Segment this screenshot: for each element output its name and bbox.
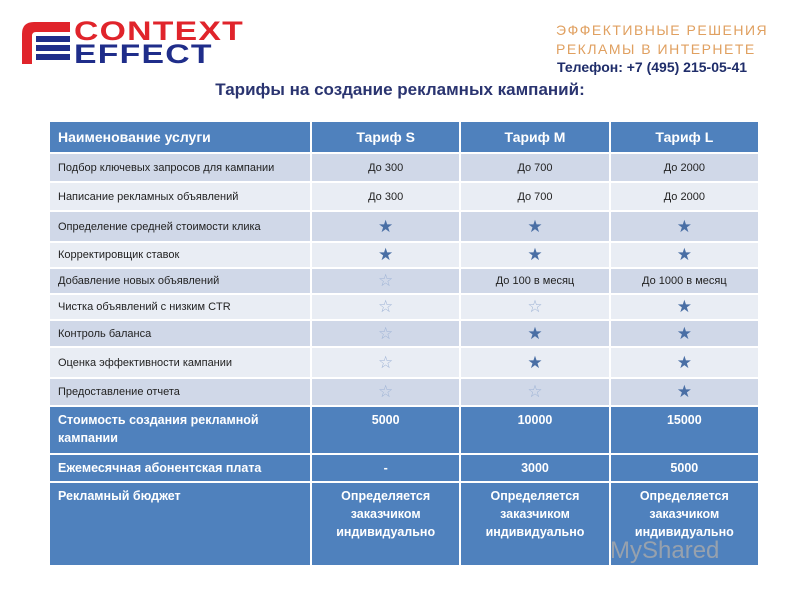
tariff-cell: До 1000 в месяц [610, 268, 759, 294]
header-tariff-s: Тариф S [311, 122, 460, 153]
phone: Телефон: +7 (495) 215-05-41 [557, 59, 748, 75]
star-empty-icon: ☆ [378, 352, 394, 372]
star-filled-icon: ★ [676, 352, 692, 372]
tariff-cell [311, 347, 460, 378]
summary-name: Ежемесячная абонентская плата [50, 454, 311, 482]
tariff-cell [311, 242, 460, 268]
service-name: Контроль баланса [50, 320, 311, 347]
star-empty-icon: ☆ [378, 297, 394, 316]
tariff-cell [610, 242, 759, 268]
star-filled-icon: ★ [378, 245, 394, 264]
star-filled-icon: ★ [527, 352, 543, 372]
tariff-cell [610, 378, 759, 406]
star-filled-icon: ★ [527, 245, 543, 264]
tariff-cell [460, 347, 609, 378]
page-title: Тарифы на создание рекламных кампаний: [215, 80, 585, 99]
logo [18, 16, 303, 69]
slogan [556, 21, 768, 59]
summary-value: Определяется заказчиком индивидуально [460, 482, 609, 566]
table-row [50, 378, 759, 406]
table-row [50, 294, 759, 320]
tariff-cell [311, 320, 460, 347]
star-filled-icon: ★ [676, 297, 692, 316]
tariff-cell: До 100 в месяц [460, 268, 609, 294]
logo-mark-icon [18, 20, 70, 64]
table-row [50, 242, 759, 268]
slogan-line: РЕКЛАМЫ В ИНТЕРНЕТЕ [556, 41, 756, 57]
star-empty-icon: ☆ [527, 297, 543, 316]
star-filled-icon: ★ [676, 245, 692, 264]
tariff-cell [460, 211, 609, 242]
tariff-cell: До 300 [311, 182, 460, 211]
star-filled-icon: ★ [676, 216, 692, 236]
logo-text-effect: EFFECT [74, 39, 213, 69]
tariff-cell [460, 320, 609, 347]
header-tariff-m: Тариф M [460, 122, 609, 153]
summary-name: Стоимость создания рекламной кампании [50, 406, 311, 454]
summary-value: - [311, 454, 460, 482]
tariff-cell [311, 378, 460, 406]
tariff-cell [460, 242, 609, 268]
service-name: Чистка объявлений с низким CTR [50, 294, 311, 320]
star-filled-icon: ★ [527, 216, 543, 236]
tariff-cell [460, 294, 609, 320]
tariff-cell [610, 320, 759, 347]
table-row [50, 268, 759, 294]
service-name: Определение средней стоимости клика [50, 211, 311, 242]
tariff-cell [460, 378, 609, 406]
watermark: MyShared [610, 537, 720, 564]
summary-value: 5000 [610, 454, 759, 482]
table-header [50, 122, 759, 153]
summary-row [50, 406, 759, 454]
star-empty-icon: ☆ [378, 271, 394, 290]
tariff-cell [610, 211, 759, 242]
tariff-cell: До 700 [460, 182, 609, 211]
tariff-table [50, 122, 760, 567]
tariff-cell: До 300 [311, 153, 460, 182]
service-name: Предоставление отчета [50, 378, 311, 406]
tariff-cell [311, 294, 460, 320]
service-name: Подбор ключевых запросов для кампании [50, 153, 311, 182]
table-row [50, 182, 759, 211]
header-tariff-l: Тариф L [610, 122, 759, 153]
star-empty-icon: ☆ [527, 382, 543, 401]
tariff-cell [610, 294, 759, 320]
star-empty-icon: ☆ [378, 323, 394, 343]
tariff-cell [610, 347, 759, 378]
summary-value: Определяется заказчиком индивидуально [311, 482, 460, 566]
star-filled-icon: ★ [527, 323, 543, 343]
service-name: Написание рекламных объявлений [50, 182, 311, 211]
logo-text-context: CONTEXT [74, 16, 245, 46]
star-filled-icon: ★ [378, 216, 394, 236]
summary-value: 10000 [460, 406, 609, 454]
star-empty-icon: ☆ [378, 382, 394, 401]
tariff-cell: До 2000 [610, 182, 759, 211]
table-row [50, 347, 759, 378]
summary-row [50, 454, 759, 482]
summary-value: 3000 [460, 454, 609, 482]
tariff-cell: До 2000 [610, 153, 759, 182]
summary-value: Определяется заказчиком индивидуально [610, 482, 759, 566]
tariff-cell [311, 211, 460, 242]
slogan-line: ЭФФЕКТИВНЫЕ РЕШЕНИЯ [556, 22, 769, 38]
service-name: Добавление новых объявлений [50, 268, 311, 294]
tariff-cell: До 700 [460, 153, 609, 182]
service-name: Корректировщик ставок [50, 242, 311, 268]
header-service: Наименование услуги [50, 122, 311, 153]
star-filled-icon: ★ [676, 382, 692, 401]
summary-name: Рекламный бюджет [50, 482, 311, 566]
table-row [50, 211, 759, 242]
summary-value: 15000 [610, 406, 759, 454]
service-name: Оценка эффективности кампании [50, 347, 311, 378]
table-row [50, 320, 759, 347]
summary-value: 5000 [311, 406, 460, 454]
star-filled-icon: ★ [676, 323, 692, 343]
tariff-cell [311, 268, 460, 294]
table-row [50, 153, 759, 182]
